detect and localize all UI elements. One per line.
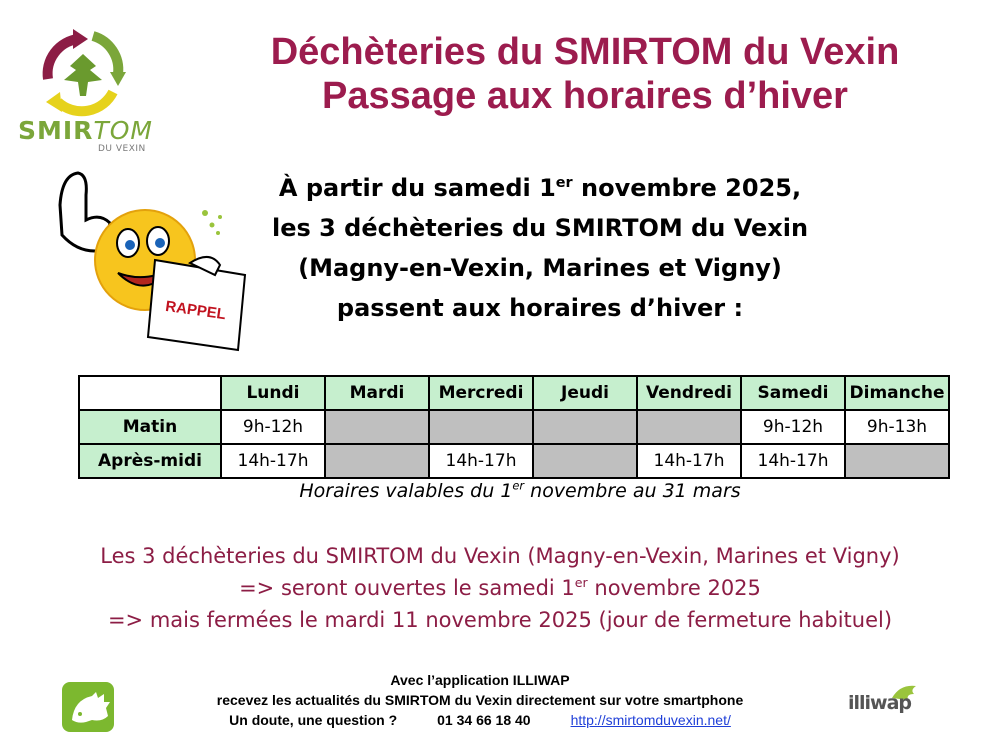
smiley-pointing-icon <box>40 165 260 360</box>
closure-info <box>20 540 980 636</box>
validity-note: Horaires valables du 1er novembre au 31 mars <box>299 478 741 502</box>
logo-subtitle: DU VEXIN <box>98 144 146 154</box>
footer-line-2: recevez les actualités du SMIRTOM du Vexin directement sur votre smartphone <box>216 692 744 708</box>
schedule-corner <box>79 376 221 410</box>
schedule-table <box>78 375 950 479</box>
schedule-cell: 14h-17h <box>741 444 845 478</box>
footer <box>150 670 810 730</box>
announcement <box>240 168 840 328</box>
title-line-1: Déchèteries du SMIRTOM du Vexin <box>270 31 900 73</box>
website-link[interactable]: http://smirtomduvexin.net/ <box>570 712 731 728</box>
row-header-matin: Matin <box>79 410 221 444</box>
recycle-leaf-icon <box>18 24 148 124</box>
footer-line-1: Avec l’application ILLIWAP <box>390 672 570 688</box>
footer-question: Un doute, une question ? <box>229 712 398 728</box>
smirtom-logo <box>18 24 178 159</box>
schedule-cell-closed <box>533 410 637 444</box>
schedule-cell-closed <box>429 410 533 444</box>
schedule-cell-closed <box>637 410 741 444</box>
announcement-line-4: passent aux horaires d’hiver : <box>336 294 744 322</box>
schedule-cell: 9h-13h <box>845 410 949 444</box>
title-line-2: Passage aux horaires d’hiver <box>322 75 848 117</box>
footer-phone: 01 34 66 18 40 <box>437 712 531 728</box>
schedule-cell: 14h-17h <box>637 444 741 478</box>
announcement-line-1: À partir du samedi 1er novembre 2025, <box>278 174 802 202</box>
info-line-3: => mais fermées le mardi 11 novembre 2025 (jour de fermeture habituel) <box>107 608 893 632</box>
illiwap-wordmark: illiwap <box>848 692 912 714</box>
day-header: Mercredi <box>429 376 533 410</box>
table-row <box>79 444 949 478</box>
hedgehog-app-icon <box>62 682 114 732</box>
illiwap-logo <box>848 680 928 730</box>
schedule-cell-closed <box>325 410 429 444</box>
schedule-cell-closed <box>845 444 949 478</box>
info-line-1: Les 3 déchèteries du SMIRTOM du Vexin (Magny-en-Vexin, Marines et Vigny) <box>100 544 900 568</box>
day-header: Samedi <box>741 376 845 410</box>
info-line-2: => seront ouvertes le samedi 1er novembre 2025 <box>239 575 761 600</box>
footer-contact-row <box>150 710 810 730</box>
day-header: Dimanche <box>845 376 949 410</box>
day-header: Mardi <box>325 376 429 410</box>
day-header: Lundi <box>221 376 325 410</box>
schedule-cell-closed <box>533 444 637 478</box>
schedule-header-row <box>79 376 949 410</box>
page-title <box>190 30 980 118</box>
announcement-line-3: (Magny-en-Vexin, Marines et Vigny) <box>298 254 782 282</box>
rappel-sign-text: RAPPEL <box>164 297 227 324</box>
table-row <box>79 410 949 444</box>
schedule-cell-closed <box>325 444 429 478</box>
day-header: Vendredi <box>637 376 741 410</box>
announcement-line-2: les 3 déchèteries du SMIRTOM du Vexin <box>271 214 809 242</box>
logo-wordmark: SMIRTOM <box>18 116 153 145</box>
day-header: Jeudi <box>533 376 637 410</box>
schedule-cell: 14h-17h <box>221 444 325 478</box>
schedule-cell: 14h-17h <box>429 444 533 478</box>
schedule-cell: 9h-12h <box>741 410 845 444</box>
row-header-apres-midi: Après-midi <box>79 444 221 478</box>
schedule-cell: 9h-12h <box>221 410 325 444</box>
